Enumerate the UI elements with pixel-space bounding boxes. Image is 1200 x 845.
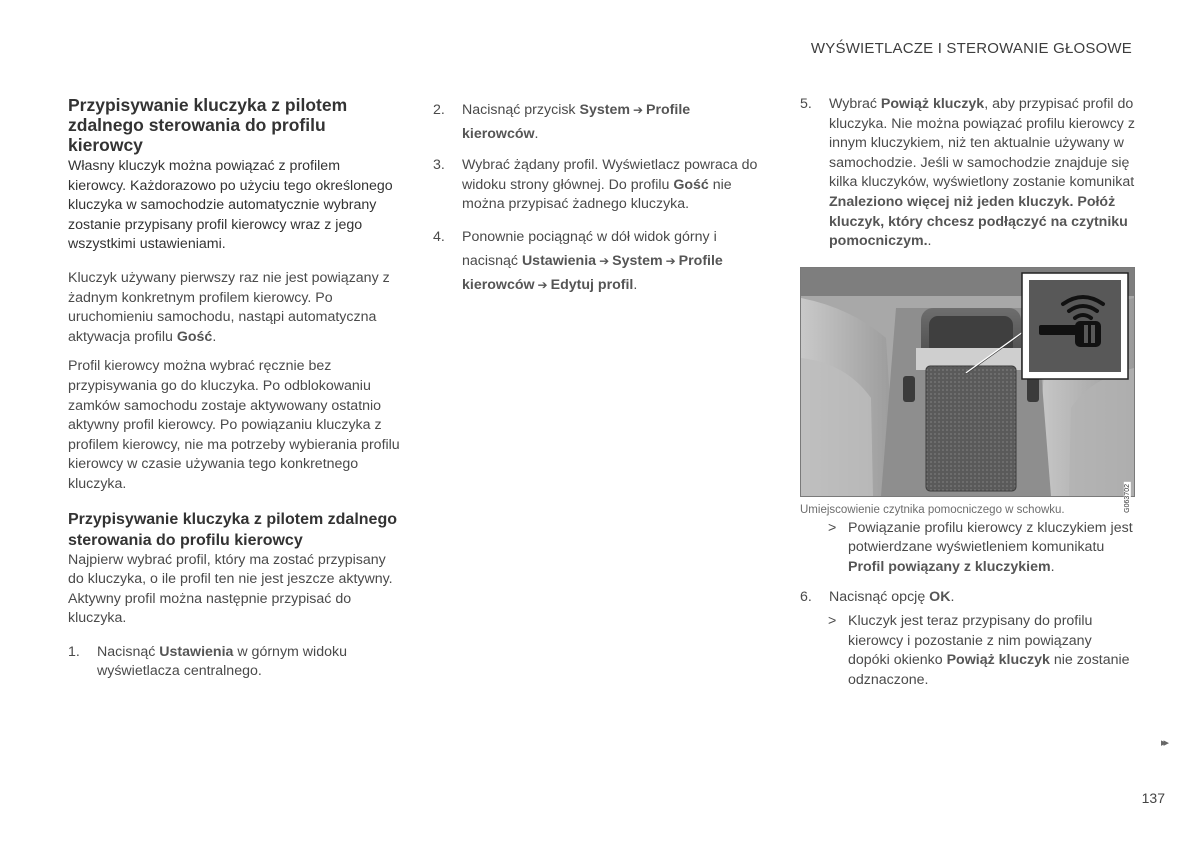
result-1: > Powiązanie profilu kierowcy z kluczykiem jest potwierdzane wyświetleniem komunikatu Profil powiązany z kluczykiem.: [828, 519, 1133, 575]
message-text: Znaleziono więcej niż jeden kluczyk. Połóż kluczyk, który chcesz podłączyć na czytniku pomocniczym.: [829, 193, 1128, 250]
result-2: > Kluczyk jest teraz przypisany do profilu kierowcy i pozostanie z nim powiązany dopóki okienko Powiąż kluczyk nie zostanie odznaczone.: [828, 613, 1130, 688]
intro-paragraph: Własny kluczyk można powiązać z profilem kierowcy. Każdorazowo po użyciu tego określonego kluczyka w samochodzie automatycznie wybrany zostanie przypisany profil kierowcy wraz z jego wszystkimi ustawieniami.: [68, 158, 393, 253]
step-6: 6. Nacisnąć opcję OK.: [800, 588, 1135, 608]
section-heading: Przypisywanie kluczyka z pilotem zdalnego sterowania do profilu kierowcy: [68, 95, 348, 155]
arrow-right-icon: ➔: [665, 253, 676, 268]
step-2: 2. Nacisnąć przycisk System ➔ Profile kierowców.: [433, 98, 763, 146]
column-middle: [433, 98, 763, 297]
section-title: WYŚWIETLACZE I STEROWANIE GŁOSOWE: [810, 40, 1132, 57]
paragraph-select-profile: Najpierw wybrać profil, który ma zostać przypisany do kluczyka, o ile profil ten nie jest jeszcze aktywny. Aktywny profil można następnie przypisać do kluczyka.: [68, 551, 393, 627]
step-number: 4.: [433, 228, 445, 245]
continue-arrows-icon: ▸▸: [1160, 737, 1166, 749]
figure-caption: Umiejscowienie czytnika pomocniczego w schowku.: [800, 503, 1065, 516]
guest-profile-label: Gość: [176, 328, 213, 345]
arrow-right-icon: ➔: [632, 103, 644, 117]
column-right: [800, 95, 1135, 691]
paragraph-manual-select: Profil kierowcy można wybrać ręcznie bez przypisywania go do kluczyka. Po odblokowaniu zamków samochodu zostaje aktywowany ostatnio aktywny profil kierowcy. Po powiązaniu kluczyka z profilem kierowcy, nie ma potrzeby wybierania profilu kierowcy w czasie używania tego konkretnego kluczyka.: [68, 358, 400, 492]
step-3: 3. Wybrać żądany profil. Wyświetlacz powraca do widoku strony głównej. Do profilu Gość nie można przypisać żadnego kluczyka.: [433, 157, 758, 213]
arrow-right-icon: ➔: [599, 253, 610, 268]
subsection-heading: Przypisywanie kluczyka z pilotem zdalnego sterowania do profilu kierowcy: [68, 510, 397, 549]
step-number: 2.: [433, 102, 445, 118]
page-number: 137: [1141, 790, 1165, 806]
settings-label: Ustawienia: [159, 643, 234, 660]
result-marker: >: [828, 519, 837, 536]
column-left: [68, 95, 402, 682]
console-photo: [801, 268, 1134, 496]
figure-code: G063702: [1124, 483, 1131, 513]
paragraph-first-use: Kluczyk używany pierwszy raz nie jest powiązany z żadnym konkretnym profilem kierowcy. Po uruchomieniu samochodu, nastąpi automatyczna aktywacja profilu Gość.: [68, 269, 390, 345]
result-marker: >: [828, 613, 837, 630]
step-number: 6.: [800, 588, 812, 605]
step-number: 1.: [68, 643, 80, 660]
step-number: 3.: [433, 157, 445, 173]
step-number: 5.: [800, 96, 812, 112]
arrow-right-icon: ➔: [537, 277, 548, 292]
step-5: 5. Wybrać Powiąż kluczyk, aby przypisać profil do kluczyka. Nie można powiązać profilu kierowcy z innym kluczykiem, niż ten aktualnie używany w samochodzie. Jeśli w samochodzie znajduje się kilka kluczyków, wyświetlony zostanie komunikat Znaleziono więcej niż jeden kluczyk. Połóż kluczyk, który chcesz podłączyć na czytniku pomocniczym..: [800, 96, 1135, 250]
step-1: 1. Nacisnąć Ustawienia w górnym widoku wyświetlacza centralnego.: [68, 643, 347, 680]
step-4: 4. Ponownie pociągnąć w dół widok górny i nacisnąć Ustawienia ➔ System ➔ Profile kierowców ➔ Edytuj profil.: [433, 225, 763, 297]
